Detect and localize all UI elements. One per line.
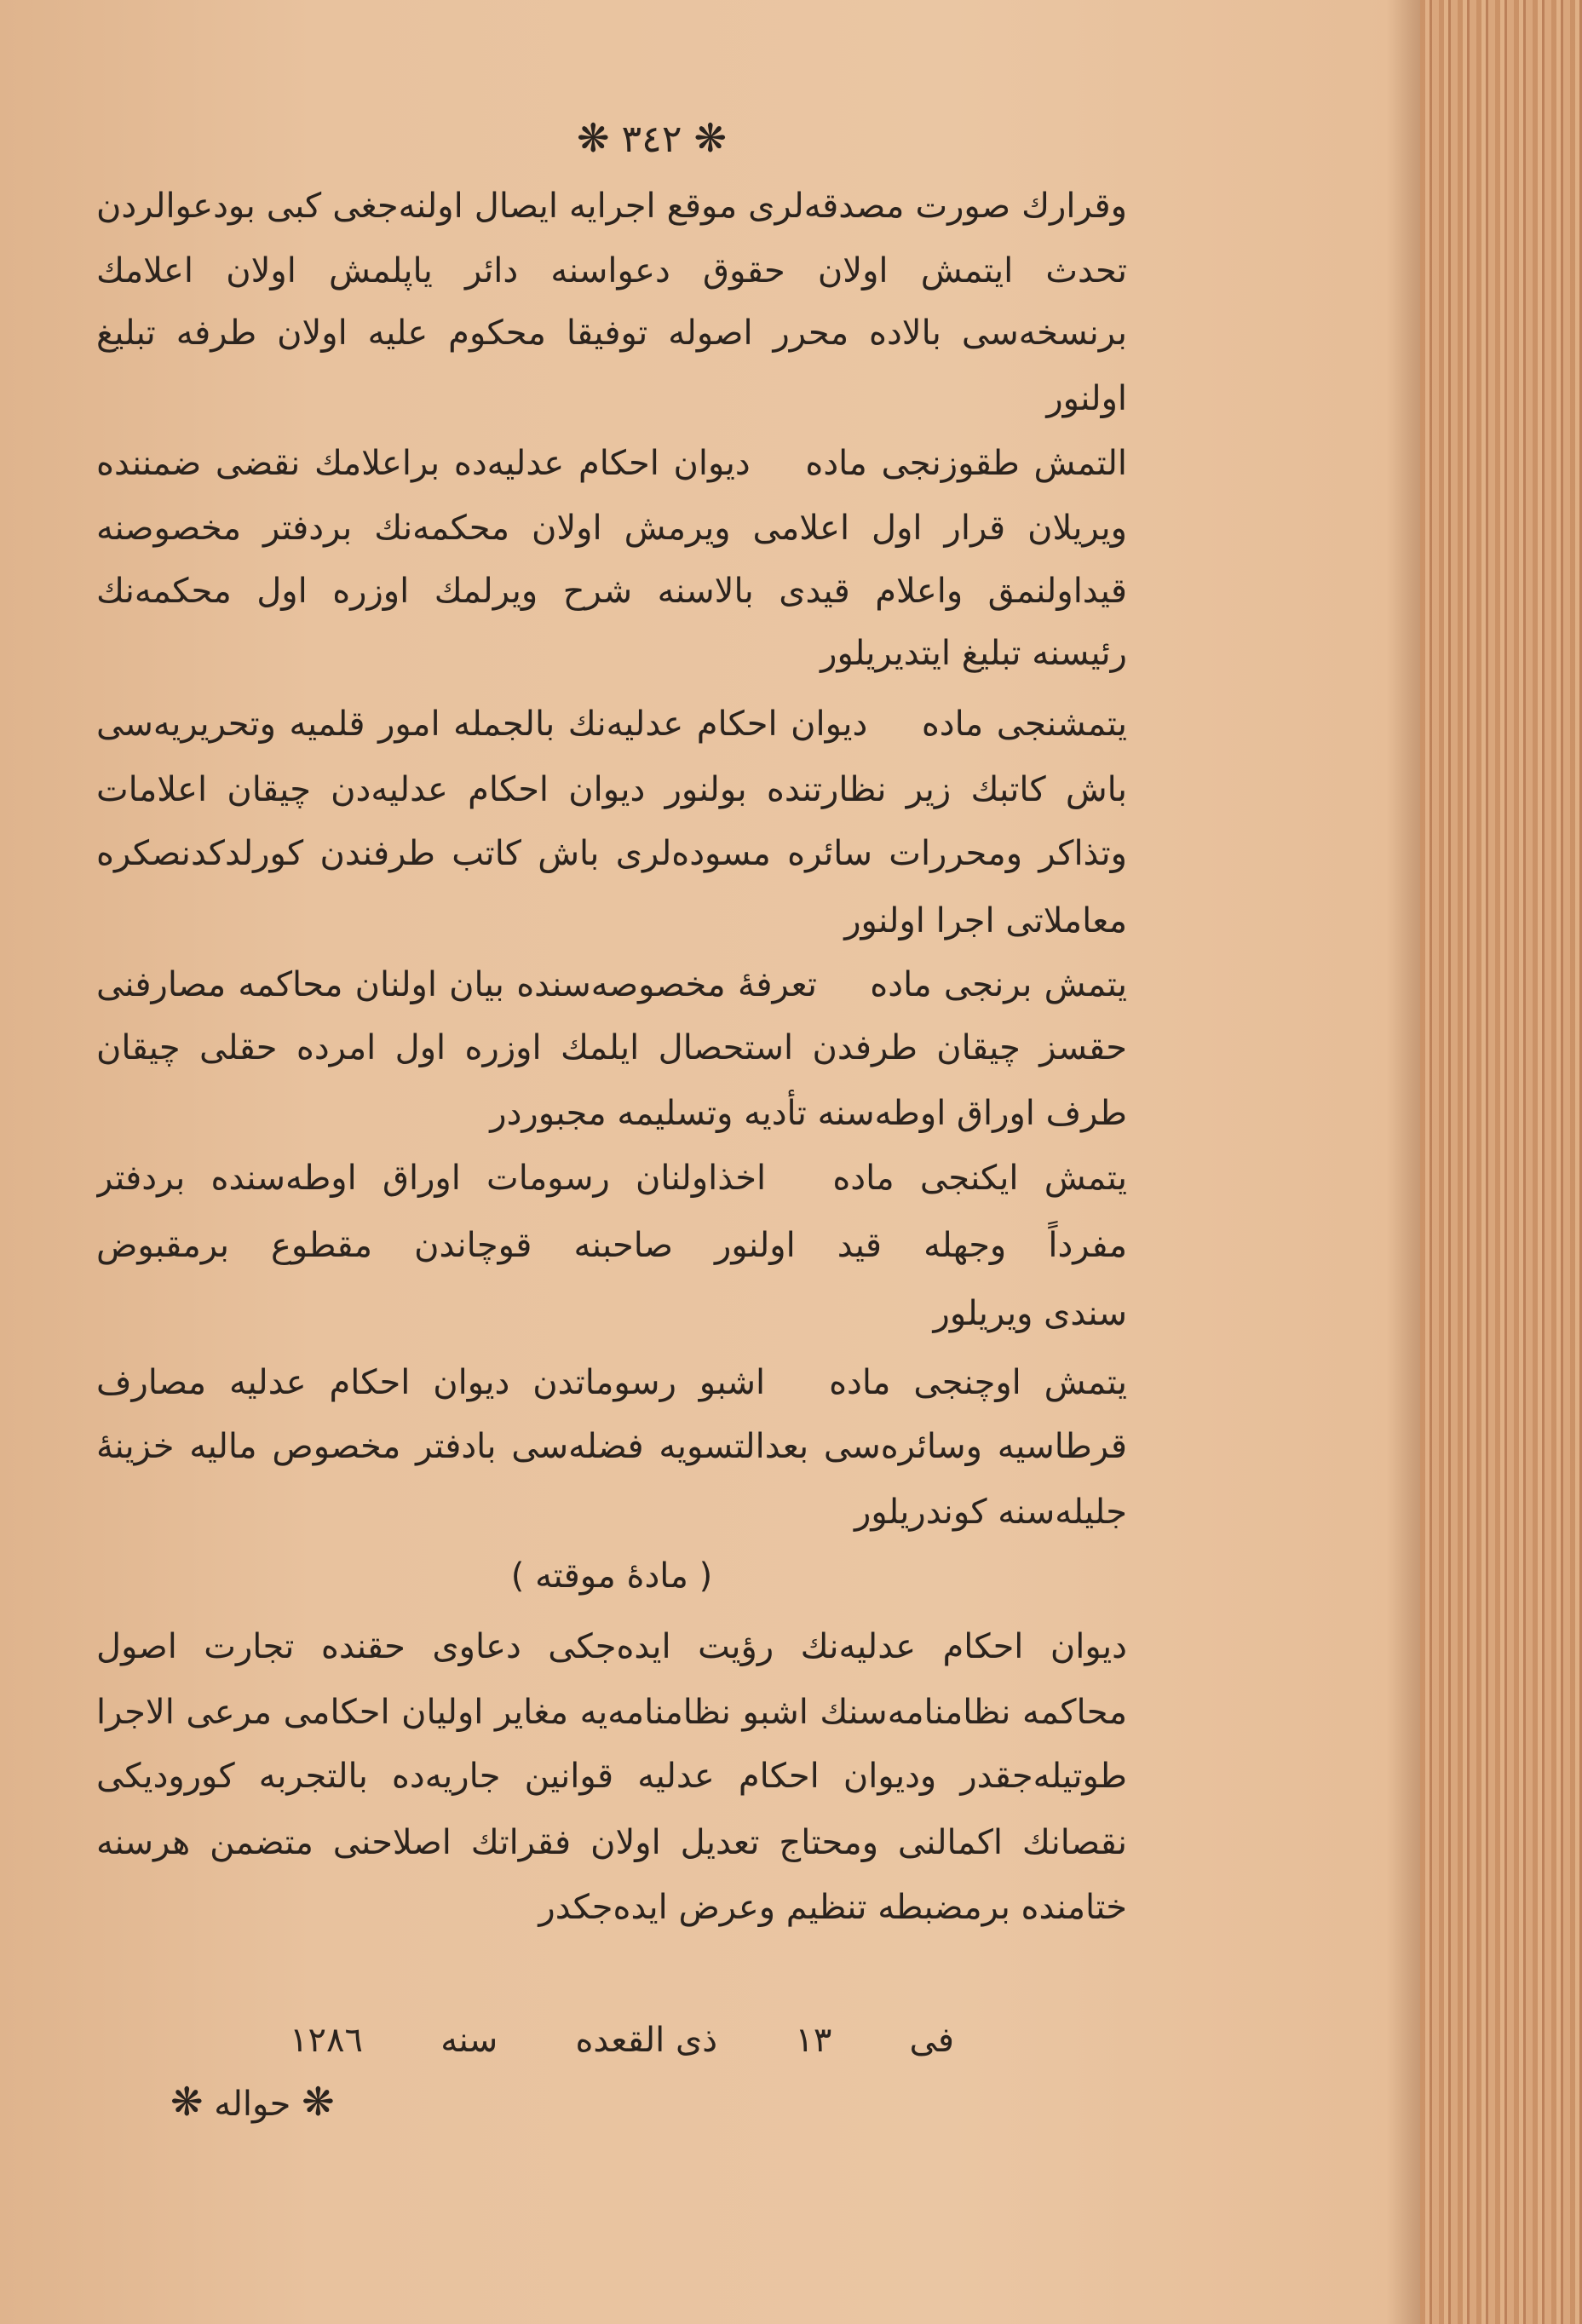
text-line xyxy=(96,628,1127,679)
ornament-icon: ❋ xyxy=(693,115,727,161)
line-text: نقصانك اکمالنی ومحتاج تعدیل اولان فقراتك اصلاحنی متضمن هرسنه xyxy=(96,1823,1127,1862)
line-text: اشبو رسوماتدن دیوان احکام عدلیه مصارف xyxy=(96,1363,766,1402)
date-line xyxy=(290,2021,954,2060)
text-line xyxy=(96,1220,1127,1271)
line-text: طوتیله‌جقدر ودیوان احکام عدلیه قوانین جاریه‌ده بالتجربه کورودیکی xyxy=(96,1757,1127,1796)
line-text: معاملاتی اجرا اولنور xyxy=(844,901,1127,941)
ornament-icon: ❋ xyxy=(170,2079,204,2125)
line-text: ویریلان قرار اول اعلامی ویرمش اولان محکمه‌نك بردفتر مخصوصنه xyxy=(96,509,1127,548)
text-line xyxy=(96,245,1127,296)
line-text: وقرارك صورت مصدقه‌لری موقع اجرایه ایصال اولنه‌جغی کبی بودعوالردن xyxy=(96,187,1127,226)
line-text: دیوان احکام عدلیه‌ده براعلامك نقضی ضمننده xyxy=(96,444,751,483)
line-text: ( مادهٔ موقته ) xyxy=(510,1556,713,1596)
text-line xyxy=(96,308,1127,359)
ornament-icon: ❋ xyxy=(577,115,610,161)
text-line xyxy=(96,503,1127,554)
text-line xyxy=(96,1088,1127,1139)
line-text: قیداولنمق واعلام قیدی بالاسنه شرح ویرلمك اوزره اول محکمه‌نك xyxy=(96,572,1127,611)
text-line xyxy=(96,1882,1127,1933)
article-line xyxy=(96,959,1127,1010)
date-month: ذی القعده xyxy=(575,2021,718,2060)
text-line xyxy=(96,1817,1127,1868)
page-header xyxy=(545,115,758,161)
line-text: حقسز چیقان طرفدن استحصال ایلمك اوزره اول امرده حقلی چیقان xyxy=(96,1028,1127,1067)
ornament-icon: ❋ xyxy=(302,2079,335,2125)
article-line xyxy=(96,699,1127,750)
line-text: تحدث ایتمش اولان حقوق دعواسنه دائر یاپلمش اولان اعلامك xyxy=(96,251,1127,290)
line-text: مفرداً وجهله قید اولنور صاحبنه قوچاندن مقطوع برمقبوض xyxy=(96,1226,1127,1265)
line-text: باش کاتبك زیر نظارتنده بولنور دیوان احکام عدلیه‌دن چیقان اعلامات xyxy=(96,770,1127,809)
article-line xyxy=(96,1153,1127,1204)
date-fi: فی xyxy=(909,2021,954,2060)
text-line xyxy=(96,1288,1127,1339)
text-line xyxy=(96,895,1127,946)
text-line xyxy=(96,828,1127,879)
hawale-text: حواله xyxy=(214,2085,291,2124)
text-line xyxy=(96,764,1127,815)
line-text: برنسخه‌سی بالاده محرر اصوله توفیقا محکوم علیه اولان طرفه تبلیغ xyxy=(96,314,1127,353)
line-text: اخذاولنان رسومات اوراق اوطه‌سنده بردفتر xyxy=(96,1159,767,1198)
article-line xyxy=(96,1357,1127,1408)
date-day: ١٣ xyxy=(795,2021,832,2060)
page-number: ٣٤٢ xyxy=(621,118,682,161)
text-line xyxy=(96,1022,1127,1073)
line-text: طرف اوراق اوطه‌سنه تأدیه وتسلیمه مجبوردر xyxy=(490,1094,1127,1133)
date-year: ١٢٨٦ xyxy=(290,2021,363,2060)
line-text: محاکمه نظامنامه‌سنك اشبو نظامنامه‌یه مغایر اولیان احکامی مرعی الاجرا xyxy=(96,1693,1127,1732)
book-page-edges xyxy=(1420,0,1582,2324)
text-line xyxy=(96,1487,1127,1538)
line-text: جلیله‌سنه کوندریلور xyxy=(854,1493,1127,1532)
text-line xyxy=(96,181,1127,232)
article-heading: یتمش ایکنجی ماده xyxy=(832,1159,1127,1198)
line-text: قرطاسیه وسائره‌سی بعدالتسویه فضله‌سی بادفتر مخصوص مالیه خزینهٔ xyxy=(96,1427,1127,1466)
line-text: رئیسنه تبلیغ ایتدیریلور xyxy=(820,634,1127,673)
text-line xyxy=(96,1751,1127,1802)
text-line xyxy=(96,566,1127,617)
page-gutter-shadow xyxy=(1386,0,1420,2324)
text-line xyxy=(96,1621,1127,1672)
line-text: ختامنده برمضبطه تنظیم وعرض ایده‌جکدر xyxy=(538,1888,1127,1927)
date-sene: سنه xyxy=(440,2021,498,2060)
line-text: تعرفهٔ مخصوصه‌سنده بیان اولنان محاکمه مصارفنی xyxy=(96,965,818,1004)
line-text: وتذاکر ومحررات سائره مسوده‌لری باش کاتب طرفندن کورلدکدنصکره xyxy=(96,834,1127,873)
line-text: دیوان احکام عدلیه‌نك بالجمله امور قلمیه وتحریریه‌سی xyxy=(96,705,868,744)
text-line xyxy=(96,1687,1127,1738)
line-text: سندی ویریلور xyxy=(933,1294,1127,1333)
text-line xyxy=(96,373,1127,424)
article-heading: التمش طقوزنجی ماده xyxy=(805,444,1127,483)
article-heading: یتمشنجی ماده xyxy=(921,705,1127,744)
text-line xyxy=(96,1550,1127,1602)
article-heading: یتمش اوچنجی ماده xyxy=(829,1363,1127,1402)
text-line xyxy=(96,1421,1127,1472)
article-line xyxy=(96,438,1127,489)
line-text: اولنور xyxy=(1046,379,1127,418)
footer-reference xyxy=(170,2079,335,2125)
article-heading: یتمش برنجی ماده xyxy=(870,965,1127,1004)
line-text: دیوان احکام عدلیه‌نك رؤیت ایده‌جکی دعاوی حقنده تجارت اصول xyxy=(96,1627,1127,1666)
